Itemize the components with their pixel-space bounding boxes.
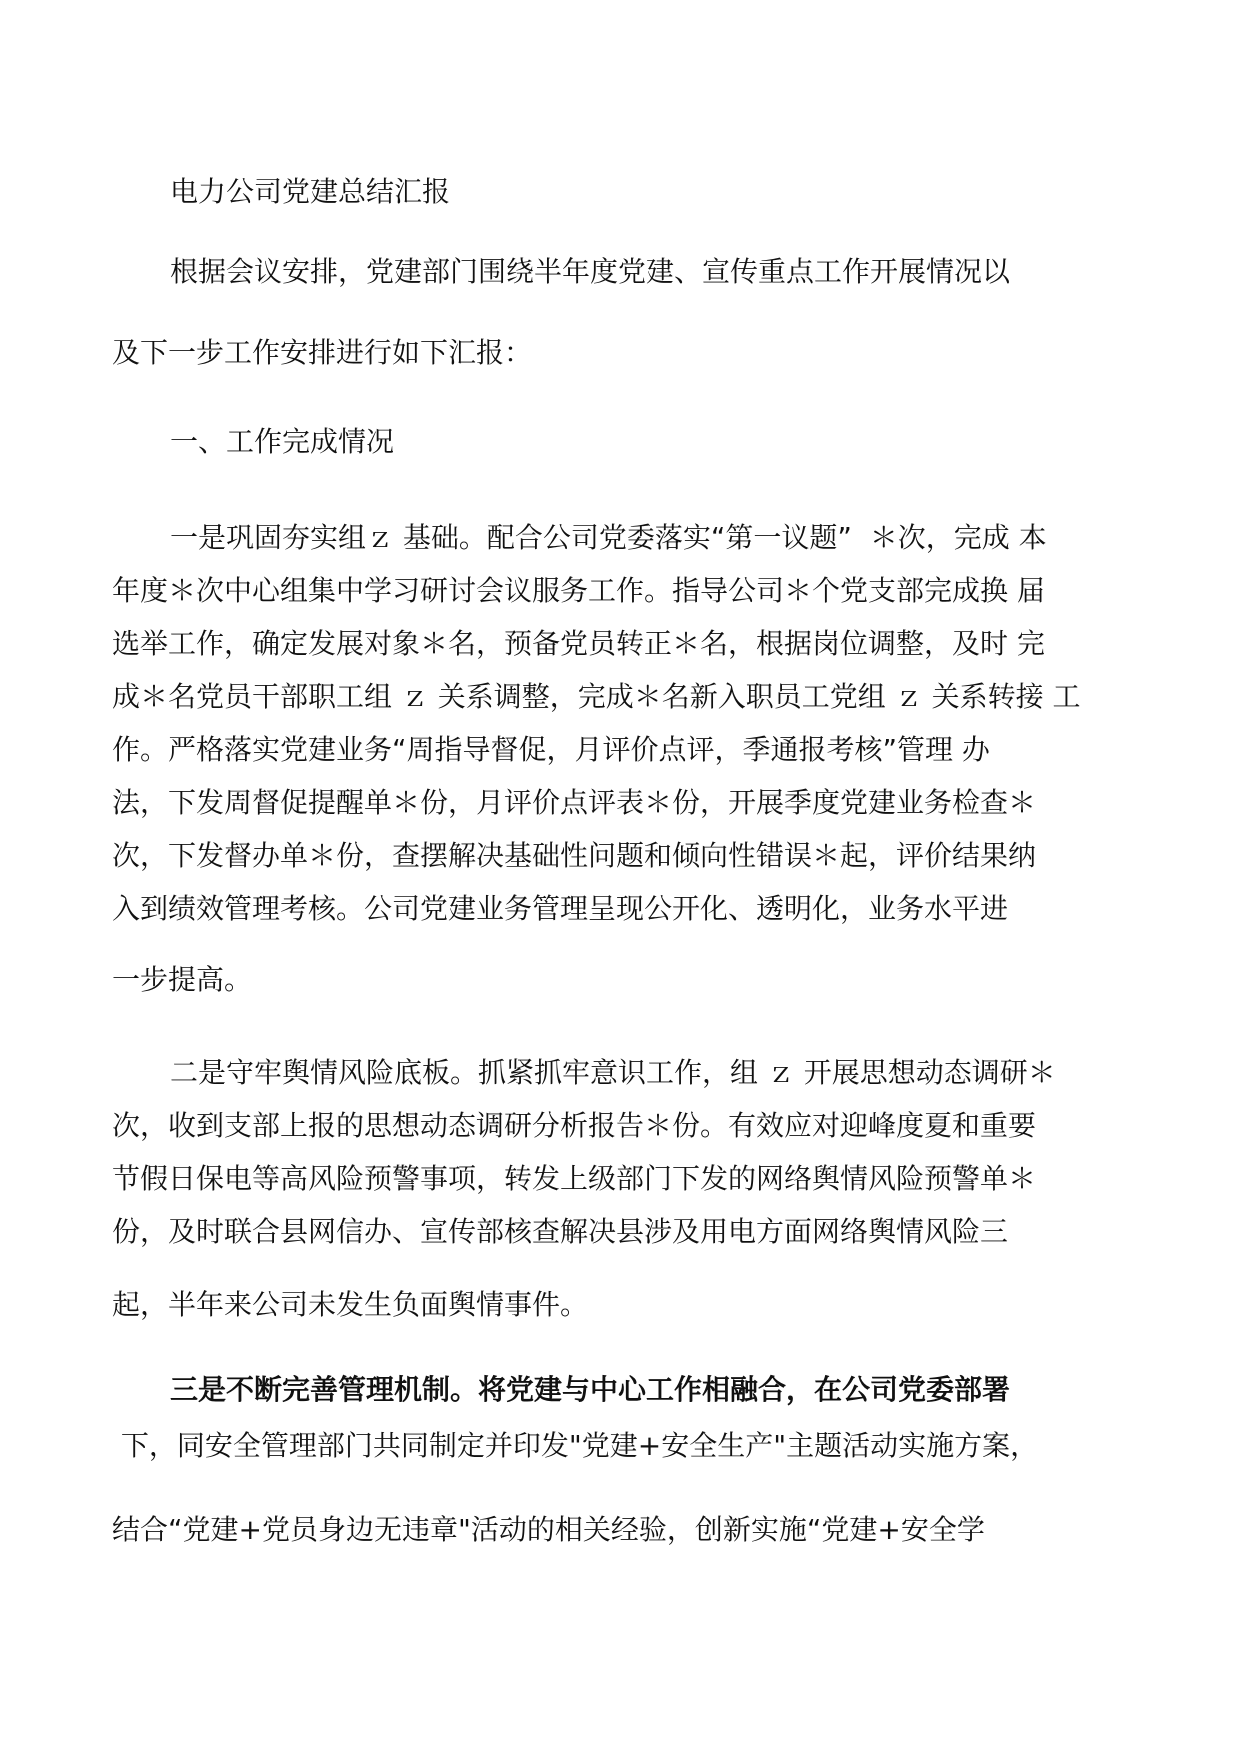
section-heading: 一、工作完成情况: [170, 425, 395, 458]
paragraph-1-line-1: 一是巩固夯实组ｚ 基础。配合公司党委落实“第一议题” ＊次，完成 本: [170, 521, 1047, 554]
paragraph-1-line-4: 成＊名党员干部职工组 ｚ 关系调整，完成＊名新入职员工党组 ｚ 关系转接 工: [112, 680, 1081, 713]
paragraph-1-line-2: 年度＊次中心组集中学习研讨会议服务工作。指导公司＊个党支部完成换 届: [112, 574, 1045, 607]
paragraph-2-line-4: 份，及时联合县网信办、宣传部核查解决县涉及用电方面网络舆情风险三: [112, 1215, 1009, 1248]
intro-line-1: 根据会议安排，党建部门围绕半年度党建、宣传重点工作开展情况以: [170, 255, 1011, 288]
paragraph-1-line-7: 次，下发督办单＊份，查摆解决基础性问题和倾向性错误＊起，评价结果纳: [112, 839, 1037, 872]
intro-line-2: 及下一步工作安排进行如下汇报：: [112, 336, 533, 369]
document-title: 电力公司党建总结汇报: [170, 175, 451, 208]
paragraph-3-line-2: 下，同安全管理部门共同制定并印发"党建+安全生产"主题活动实施方案，: [112, 1429, 1039, 1462]
paragraph-2-line-3: 节假日保电等高风险预警事项，转发上级部门下发的网络舆情风险预警单＊: [112, 1162, 1037, 1195]
paragraph-1-line-6: 法，下发周督促提醒单＊份，月评价点评表＊份，开展季度党建业务检查＊: [112, 786, 1037, 819]
paragraph-1-line-8: 入到绩效管理考核。公司党建业务管理呈现公开化、透明化，业务水平进: [112, 892, 1009, 925]
paragraph-1-line-5: 作。严格落实党建业务“周指导督促，月评价点评，季通报考核”管理 办: [112, 733, 990, 766]
paragraph-1-line-9: 一步提高。: [112, 963, 253, 996]
paragraph-2-line-1: 二是守牢舆情风险底板。抓紧抓牢意识工作，组 ｚ 开展思想动态调研＊: [170, 1056, 1056, 1089]
paragraph-1-line-3: 选举工作，确定发展对象＊名，预备党员转正＊名，根据岗位调整，及时 完: [112, 627, 1045, 660]
paragraph-2-line-5: 起，半年来公司未发生负面舆情事件。: [112, 1288, 589, 1321]
paragraph-2-line-2: 次，收到支部上报的思想动态调研分析报告＊份。有效应对迎峰度夏和重要: [112, 1109, 1037, 1142]
paragraph-3-line-1: 三是不断完善管理机制。将党建与中心工作相融合，在公司党委部署: [170, 1373, 1011, 1406]
paragraph-3-line-3: 结合“党建+党员身边无违章"活动的相关经验，创新实施“党建+安全学: [112, 1513, 985, 1546]
